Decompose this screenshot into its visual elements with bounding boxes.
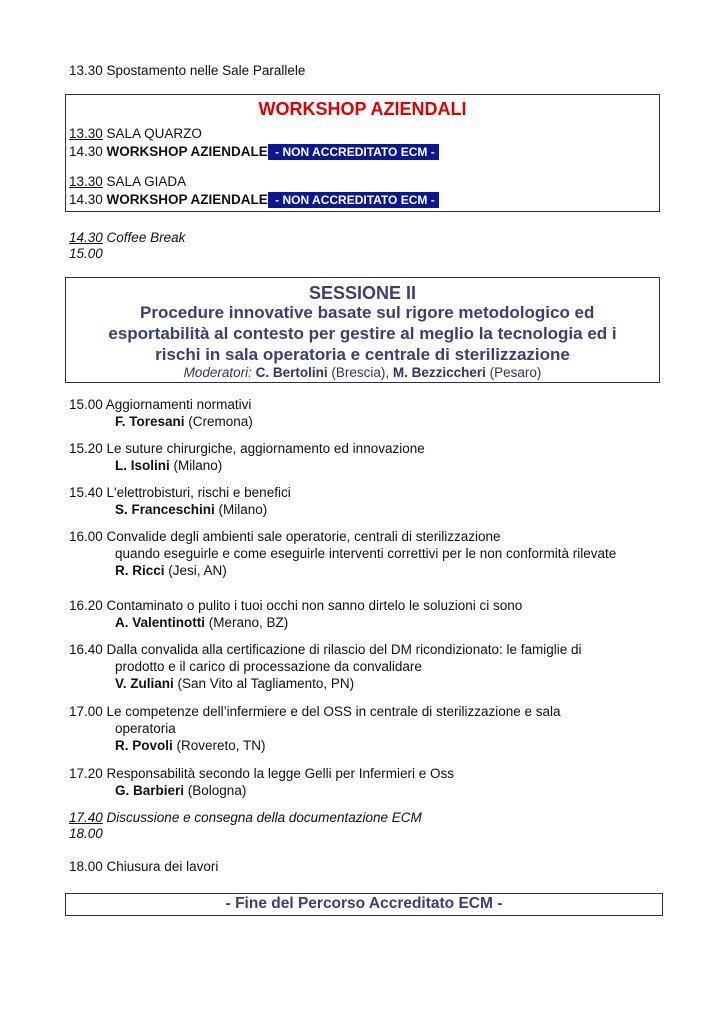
session-subtitle-line3: rischi in sala operatoria e centrale di sterilizzazione	[155, 345, 570, 364]
session-subtitle-line2: esportabilità al contesto per gestire al meglio la tecnologia ed i	[108, 324, 617, 343]
workshop-room-2-name: SALA GIADA	[102, 174, 187, 189]
talk-speaker: S. Franceschini (Milano)	[115, 502, 268, 517]
talk-speaker: R. Ricci (Jesi, AN)	[115, 563, 227, 578]
talk-title-cont: operatoria	[115, 721, 176, 736]
coffee-time: 14.30	[69, 230, 103, 245]
discussion-end: 18.00	[69, 826, 103, 841]
moderator-1-name: C. Bertolini	[255, 365, 328, 380]
intro-line: 13.30 Spostamento nelle Sale Parallele	[69, 63, 306, 78]
talk-title: 17.00 Le competenze dell’infermiere e del OSS in centrale di sterilizzazione e sala	[69, 704, 561, 719]
discussion-label: Discussione e consegna della documentazione ECM	[102, 810, 422, 825]
talk-speaker: F. Toresani (Cremona)	[115, 414, 253, 429]
workshop-room-1-name: SALA QUARZO	[102, 126, 202, 141]
talk-title: 16.00 Convalide degli ambienti sale operatorie, centrali di sterilizzazione	[69, 529, 501, 544]
discussion-time: 17.40	[69, 810, 103, 825]
talk-title: 16.20 Contaminato o pulito i tuoi occhi non sanno dirtelo le soluzioni ci sono	[69, 598, 523, 613]
workshop-room-2	[69, 173, 186, 190]
talk-speaker: G. Barbieri (Bologna)	[115, 783, 247, 798]
workshop-room-1	[69, 125, 202, 142]
workshop-session-2-label: WORKSHOP AZIENDALE	[106, 192, 268, 207]
coffee-label: Coffee Break	[102, 230, 186, 245]
talk-title: 15.40 L'elettrobisturi, rischi e benefici	[69, 485, 291, 500]
moderator-2-place: (Pesaro)	[485, 365, 542, 380]
talk-speaker: R. Povoli (Rovereto, TN)	[115, 738, 266, 753]
talk-speaker: A. Valentinotti (Merano, BZ)	[115, 615, 289, 630]
workshop-title: WORKSHOP AZIENDALI	[258, 99, 467, 119]
session-title: SESSIONE II	[308, 283, 417, 303]
talk-title: 15.20 Le suture chirurgiche, aggiornamento ed innovazione	[69, 441, 425, 456]
workshop-session-2-time: 14.30	[69, 192, 107, 207]
workshop-session-1	[69, 143, 439, 161]
session-moderators	[65, 364, 660, 381]
coffee-break	[69, 229, 185, 246]
workshop-room-1-time: 13.30	[69, 126, 103, 141]
moderator-2-name: M. Bezziccheri	[392, 365, 486, 380]
talk-title: 16.40 Dalla convalida alla certificazione di rilascio del DM ricondizionato: le famiglie di	[69, 642, 582, 657]
workshop-session-1-time: 14.30	[69, 144, 107, 159]
talk-title: 15.00 Aggiornamenti normativi	[69, 397, 252, 412]
non-accreditato-badge: - NON ACCREDITATO ECM -	[268, 144, 439, 160]
discussion-line	[69, 809, 422, 826]
workshop-session-1-label: WORKSHOP AZIENDALE	[106, 144, 268, 159]
moderators-label: Moderatori:	[183, 365, 256, 380]
moderator-1-place: (Brescia),	[327, 365, 393, 380]
coffee-end: 15.00	[69, 246, 103, 261]
closing-line: 18.00 Chiusura dei lavori	[69, 859, 219, 874]
talk-speaker: V. Zuliani (San Vito al Tagliamento, PN)	[115, 676, 355, 691]
non-accreditato-badge: - NON ACCREDITATO ECM -	[268, 192, 439, 208]
talk-speaker: L. Isolini (Milano)	[115, 458, 223, 473]
talk-title-cont: prodotto e il carico di processazione da convalidare	[115, 659, 422, 674]
workshop-room-2-time: 13.30	[69, 174, 103, 189]
workshop-session-2	[69, 191, 439, 209]
fine-label: - Fine del Percorso Accreditato ECM -	[225, 895, 503, 912]
talk-title-cont: quando eseguirle e come eseguirle interventi correttivi per le non conformità rilevate	[115, 546, 617, 561]
talk-title: 17.20 Responsabilità secondo la legge Gelli per Infermieri e Oss	[69, 766, 454, 781]
session-subtitle-line1: Procedure innovative basate sul rigore metodologico ed	[140, 303, 595, 322]
